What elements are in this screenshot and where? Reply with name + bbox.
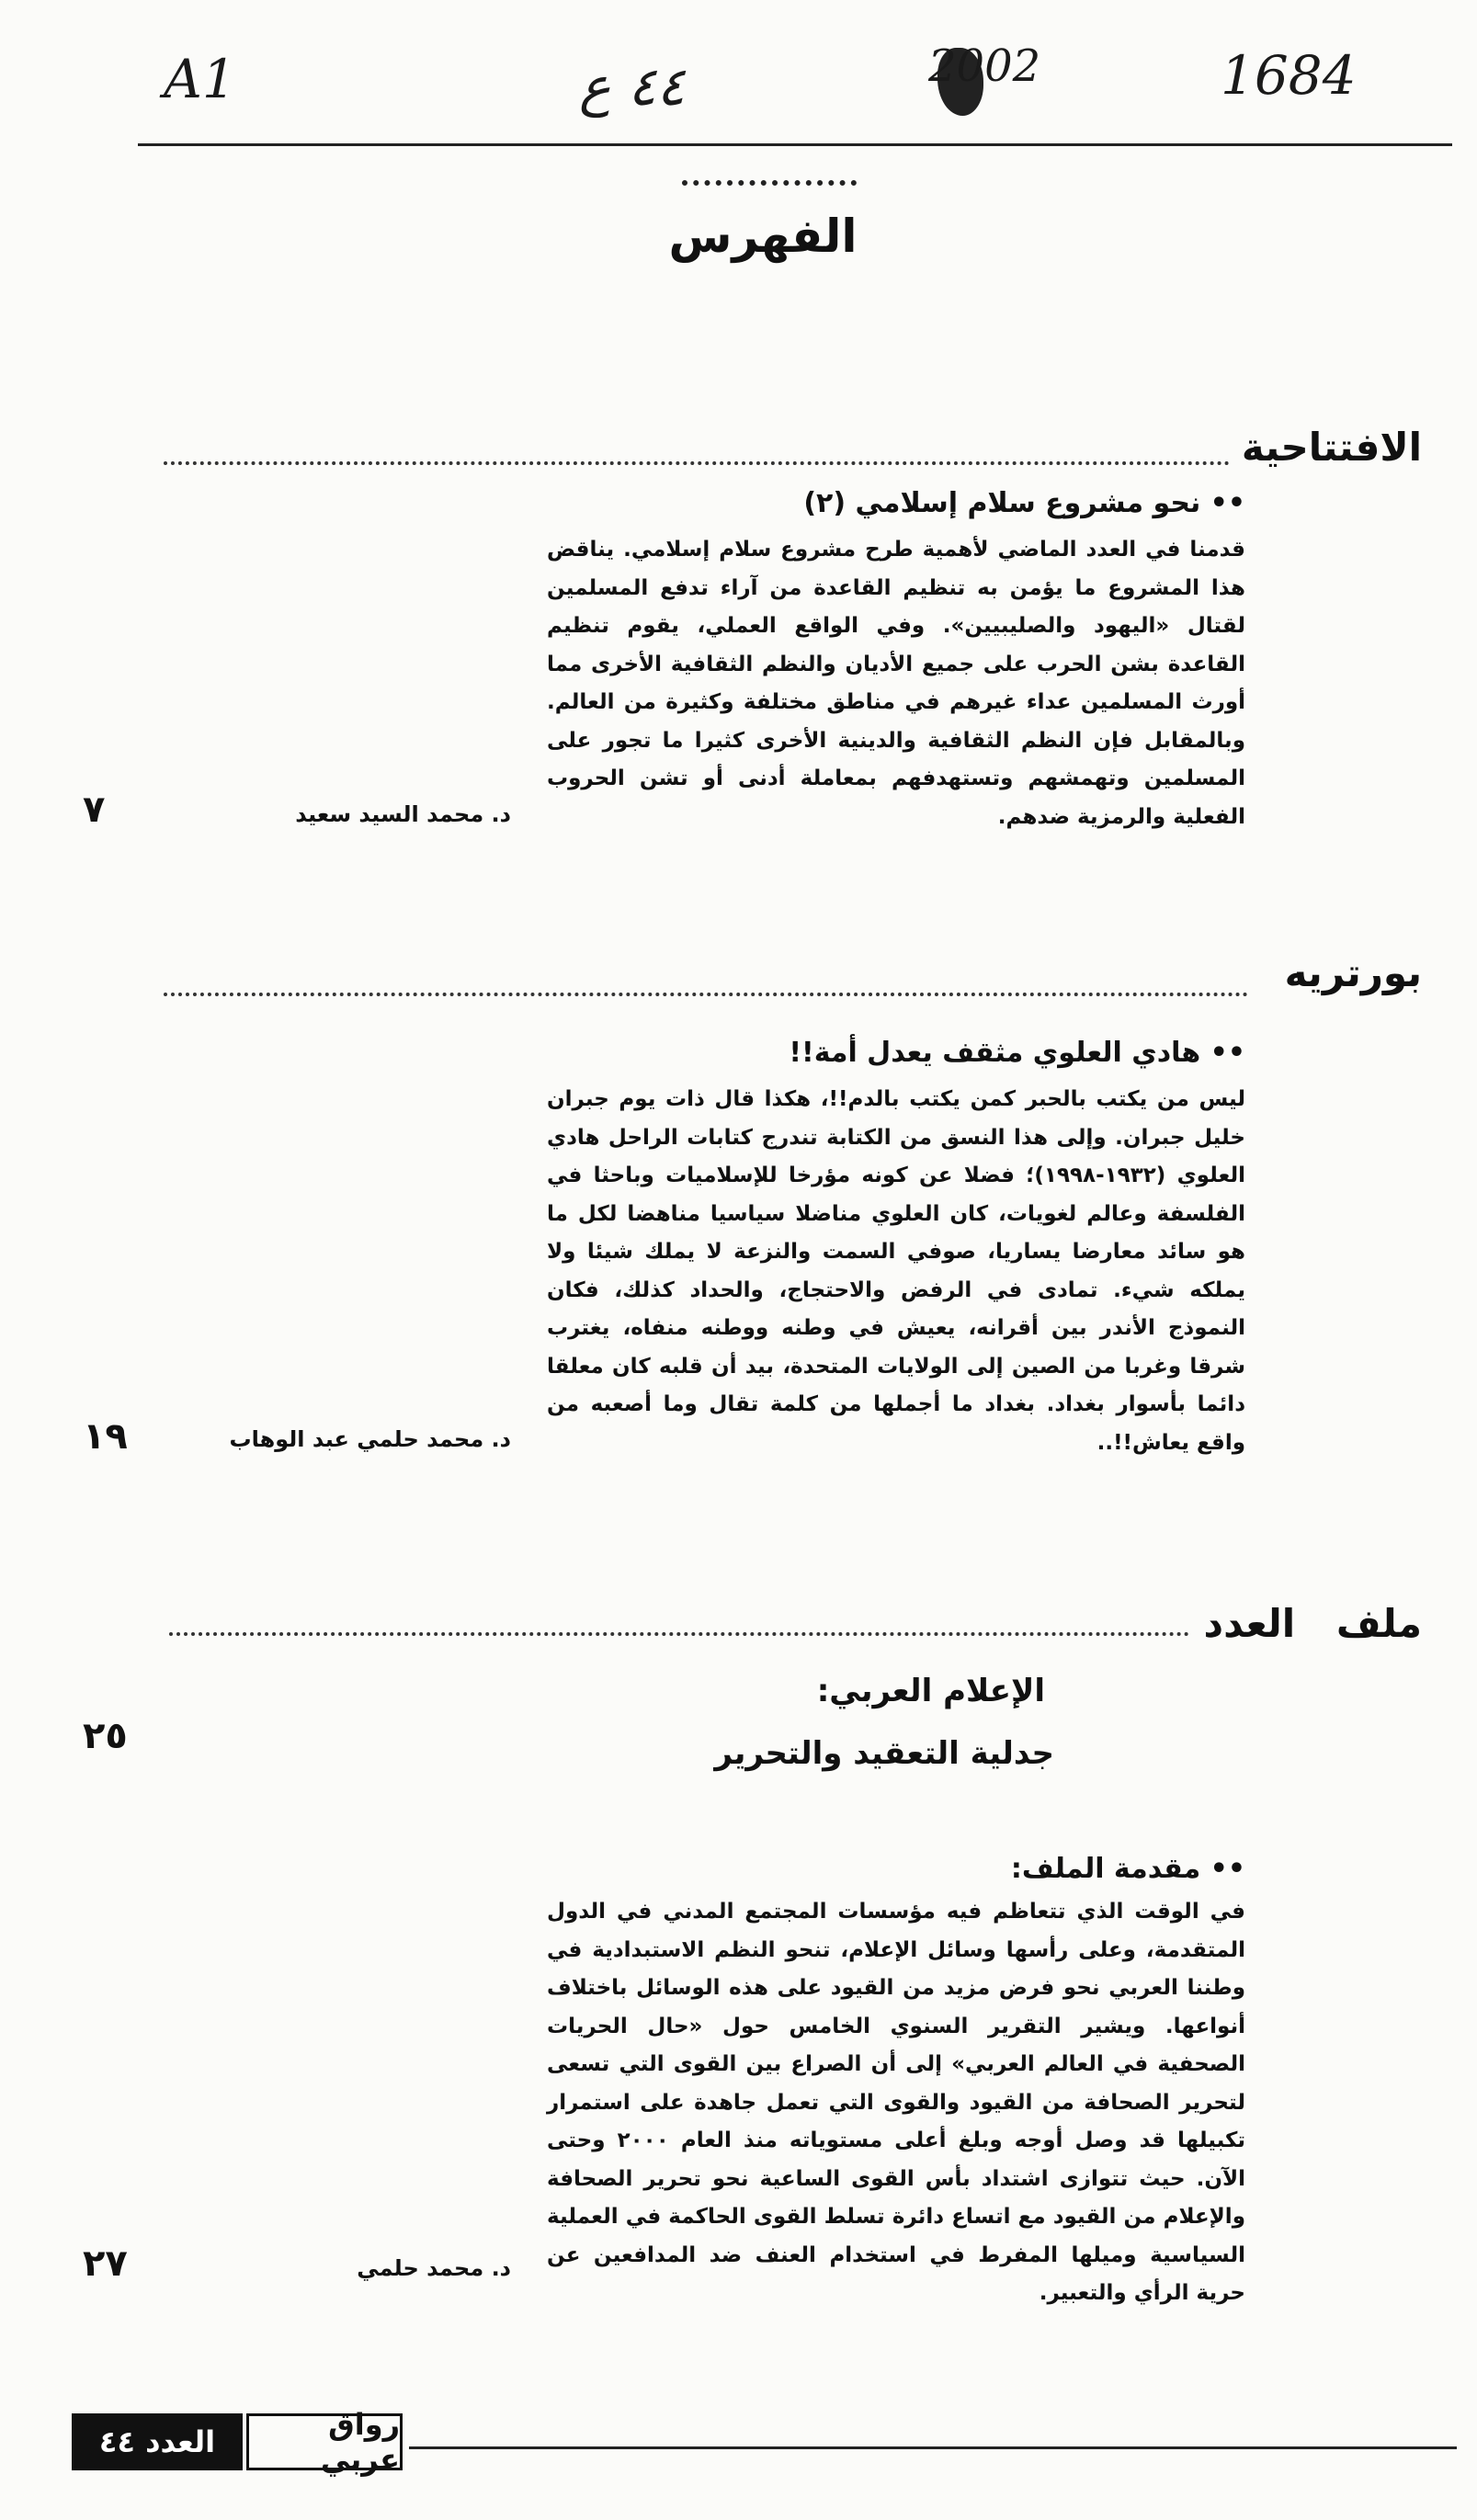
page-number-portrait: ١٩ <box>83 1415 128 1458</box>
handwritten-year: 2002 <box>928 40 1041 92</box>
section-dotted-rule <box>164 461 1230 465</box>
article-title-editorial: •• نحو مشروع سلام إسلامي (٢) <box>803 487 1245 519</box>
dossier-title-line1: الإعلام العربي: <box>816 1673 1045 1709</box>
page-number-dossier-intro: ٢٧ <box>83 2242 128 2285</box>
section-heading-editorial: الافتتاحية <box>1241 425 1422 470</box>
author-portrait: د. محمد حلمي عبد الوهاب <box>229 1426 511 1452</box>
handwritten-code-middle: ٤٤ ع <box>579 55 686 118</box>
handwritten-code-left: A1 <box>164 48 236 110</box>
section-dotted-rule <box>169 1632 1189 1636</box>
handwritten-code-right: 1684 <box>1221 44 1357 107</box>
footer-issue-number: العدد ٤٤ <box>72 2413 243 2470</box>
page-number-dossier: ٢٥ <box>83 1715 128 1757</box>
article-body-editorial: قدمنا في العدد الماضي لأهمية طرح مشروع سلام إسلامي. يناقض هذا المشروع ما يؤمن به تنظيم القاعدة من آراء تدفع المسلمين لقتال «اليهود والصليبيين». وفي الواقع العملي، يقوم تنظيم القاعدة بشن الحرب على جميع الأديان والنظم الثقافية الأخرى مما أورث المسلمين عداء غيرهم في مناطق مختلفة وكثيرة من العالم. وبالمقابل فإن النظم الثقافية والدينية الأخرى كثيرا ما تجور على المسلمين وتهمشهم وتستهدفهم بمعاملة أدنى أو تشن الحروب الفعلية والرمزية ضدهم. <box>547 538 1245 829</box>
article-body-dossier-intro: في الوقت الذي تتعاظم فيه مؤسسات المجتمع المدني في الدول المتقدمة، وعلى رأسها وسائل الإعلام، تنحو النظم الاستبدادية في وطننا العربي نحو فرض مزيد من القيود على هذه الوسائل باختلاف أنواعها. ويشير التقرير السنوي الخامس حول «حال الحريات الصحفية في العالم العربي» إلى أن الصراع بين القوى التي تسعى لتحرير الصحافة من القيود والقوى التي تعمل جاهدة على استمرار تكبيلها قد وصل أوجه وبلغ أعلى مستوياته منذ العام ٢٠٠٠ وحتى الآن. حيث تتوازى اشتداد بأس القوى الساعية نحو تحرير الصحافة والإعلام من القيود مع اتساع دائرة تسلط القوى الحاكمة في العملية السياسية وميلها المفرط في استخدام العنف ضد المدافعين عن حرية الرأي والتعبير. <box>547 1900 1245 2305</box>
footer-rule <box>409 2446 1457 2449</box>
title-ornament <box>682 180 857 186</box>
header-rule <box>138 143 1452 146</box>
article-body-portrait: ليس من يكتب بالحبر كمن يكتب بالدم!!، هكذا قال ذات يوم جبران خليل جبران. وإلى هذا النسق من الكتابة تندرج كتابات الراحل هادي العلوي (١٩٣٢-١٩٩٨)؛ فضلا عن كونه مؤرخا للإسلاميات وباحثا في الفلسفة وعالم لغويات، كان العلوي مناضلا سياسيا مناهضا لكل ما هو سائد معارضا يساريا، صوفي السمت والنزعة لا يملك شيئا ولا يملكه شيء. تمادى في الرفض والاحتجاج، والحداد كذلك، فكان النموذج الأندر بين أقرانه، يعيش في وطنه ووطنه منفاه، يغترب شرقا وغربا من الصين إلى الولايات المتحدة، بيد أن قلبه كان معلقا دائما بأسوار بغداد. بغداد ما أجملها من كلمة تقال وما أصعبه من واقع يعاش!!.. <box>547 1087 1245 1455</box>
footer-magazine-name: رواق عربي <box>246 2413 403 2470</box>
section-heading-dossier: ملف العدد <box>1203 1601 1422 1646</box>
author-editorial: د. محمد السيد سعيد <box>295 801 511 827</box>
page-title: الفهرس <box>668 210 858 263</box>
dossier-title-line2: جدلية التعقيد والتحرير <box>714 1735 1054 1772</box>
article-title-dossier-intro: •• مقدمة الملف: <box>1010 1853 1245 1885</box>
page-number-editorial: ٧ <box>83 789 106 831</box>
author-dossier-intro: د. محمد حلمي <box>357 2255 511 2281</box>
section-dotted-rule <box>164 993 1248 996</box>
section-heading-portrait: بورتريه <box>1284 950 1422 995</box>
article-title-portrait: •• هادي العلوي مثقف يعدل أمة!! <box>789 1037 1245 1069</box>
